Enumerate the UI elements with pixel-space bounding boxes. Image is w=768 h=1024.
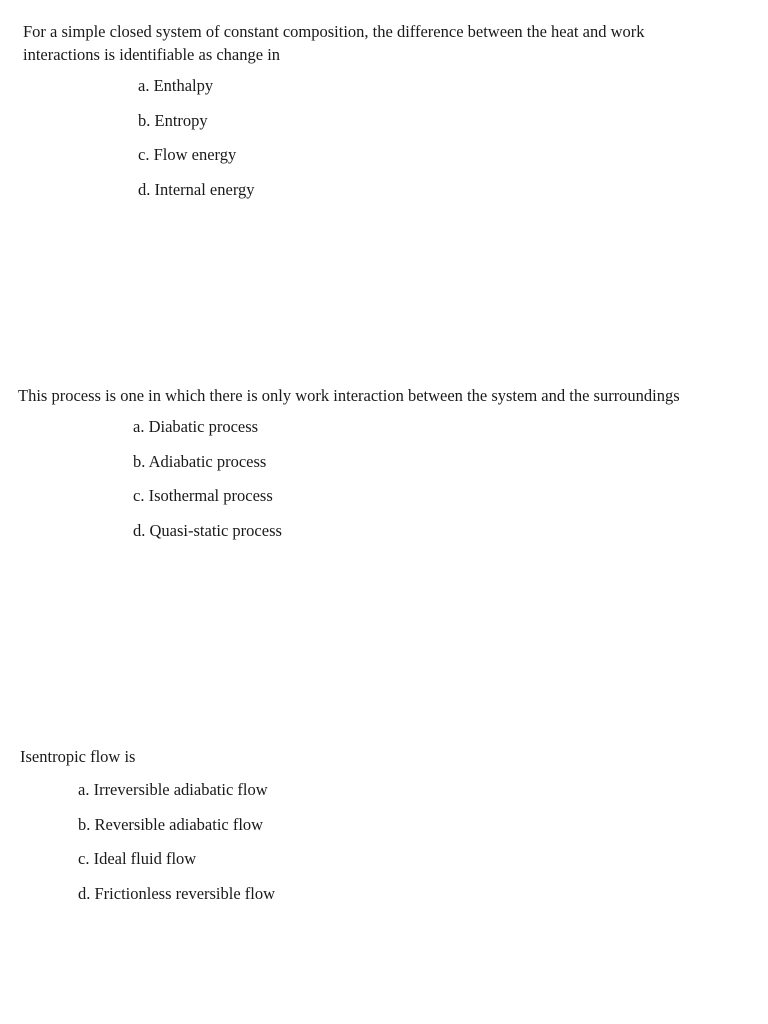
option-b: b. Reversible adiabatic flow — [78, 814, 264, 834]
option-d: d. Quasi-static process — [133, 520, 282, 540]
question-stem: This process is one in which there is only work interaction between the system and the surroundings — [18, 386, 680, 405]
option-a: a. Diabatic process — [133, 417, 259, 436]
option-b: b. Adiabatic process — [133, 451, 267, 471]
option-c: c. Isothermal process — [133, 486, 273, 505]
option-list — [133, 417, 718, 555]
question-2 — [18, 384, 718, 555]
option-c: c. Ideal fluid flow — [78, 849, 197, 868]
question-3 — [20, 745, 720, 918]
question-stem: For a simple closed system of constant composition, the difference between the heat and work interactions is identifiable as change in — [23, 22, 645, 64]
option-c: c. Flow energy — [138, 145, 237, 164]
question-stem: Isentropic flow is — [20, 747, 136, 766]
option-a: a. Enthalpy — [138, 76, 214, 95]
option-d: d. Frictionless reversible flow — [78, 883, 276, 903]
option-list — [78, 780, 720, 918]
option-list — [138, 76, 723, 214]
option-d: d. Internal energy — [138, 179, 255, 199]
option-a: a. Irreversible adiabatic flow — [78, 780, 268, 799]
question-1 — [23, 20, 723, 214]
option-b: b. Entropy — [138, 110, 208, 130]
